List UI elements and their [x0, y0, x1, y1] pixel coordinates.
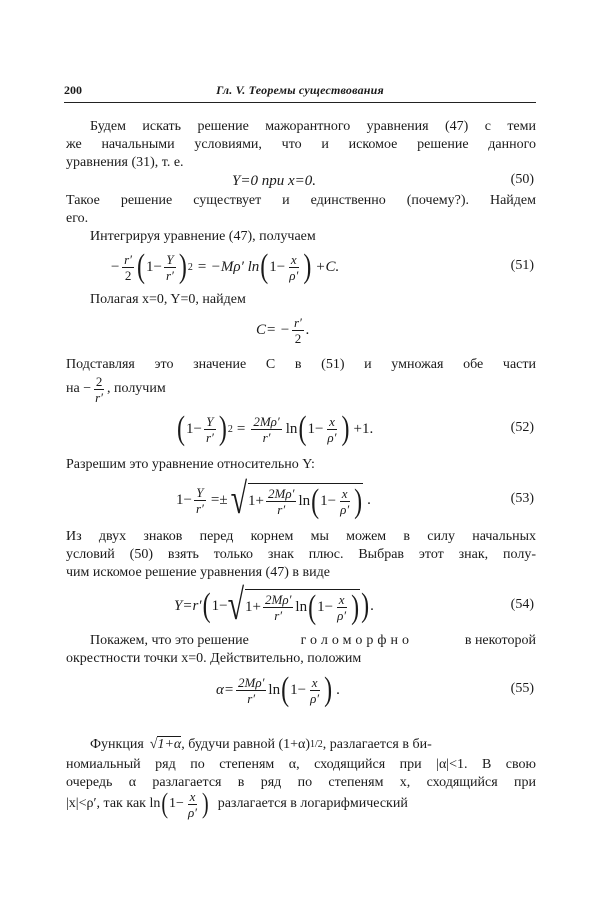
running-header: [64, 82, 536, 103]
equation-53-number: (53): [510, 491, 534, 506]
equation-51-number: (51): [510, 258, 534, 273]
para5-line2: на − $\frac{2}{r'}$ , получим: [66, 373, 166, 405]
para6: Разрешим это уравнение относительно Y:: [66, 457, 315, 472]
equation-54-number: (54): [510, 597, 534, 612]
equation-54: [66, 582, 536, 630]
para3: Интегрируя уравнение (47), получаем: [90, 229, 316, 244]
equation-50-number: (50): [510, 172, 534, 187]
equation-52-formula: ( 1− $\frac{Y}{r'}$ ) 2 = $\frac{2M\rho'}{r'}$ ln ( 1− $\frac{x}{\rho'}$ ) +1.: [177, 410, 374, 448]
equation-53-formula: 1− $\frac{Y}{r'}$ =± √ 1+ $\frac{2M\rho'}{r'}$ ln ( 1− $\frac{x}{\rho'}$ ) .: [176, 475, 371, 524]
para8-line2: окрестности точки x=0. Действительно, положим: [66, 651, 362, 666]
equation-55: [66, 666, 536, 714]
para1-line1: Будем искать решение мажорантного уравнения (47) с теми: [90, 119, 536, 134]
para5-line1: Подставляя это значение C в (51) и умножая обе части: [66, 357, 536, 372]
eq54-radical: √ 1+ $\frac{2M\rho'}{r'}$ ln ( 1− $\frac{x}{\rho'}$ ): [227, 581, 360, 630]
para2-line1: Такое решение существует и единственно (почему?). Найдем: [66, 193, 536, 208]
para7-line3: чим искомое решение уравнения (47) в виде: [66, 565, 330, 580]
eq51-minus: −: [110, 258, 121, 275]
equation-53: [66, 476, 536, 524]
para5-fraction: $\frac{2}{r'}$: [95, 373, 104, 405]
eq51-fraction-Y-over-r: $\frac{Y}{r'}$: [166, 251, 174, 283]
equation-52: [66, 405, 536, 453]
equation-50: [66, 170, 536, 192]
equation-52-number: (52): [510, 420, 534, 435]
para1-line3: уравнения (31), т. е.: [66, 155, 184, 170]
eq53-radical: √ 1+ $\frac{2M\rho'}{r'}$ ln ( 1− $\frac{x}{\rho'}$ ): [230, 475, 363, 524]
para7-line2: условий (50) взять только знак плюс. Выбрав этот знак, полу-: [66, 547, 536, 562]
eq51-fraction-x-over-rho: $\frac{x}{\rho'}$: [289, 251, 299, 283]
emphasized-word: голоморфно: [300, 633, 413, 648]
equation-55-number: (55): [510, 681, 534, 696]
para9-line4: |x|<ρ′, так как ln ( 1− $\frac{x}{\rho'}$ ) разлагается в логарифмический: [66, 788, 408, 820]
equation-51: [66, 243, 536, 291]
para1-line2: же начальными условиями, что и искомое решение данного: [66, 137, 536, 152]
eq51-fraction-r-over-2: $\frac{r'}{2}$: [124, 251, 133, 283]
para9-radical: √1+α: [149, 736, 182, 752]
para9-line3: очередь α разлагается в ряд по степеням x, сходящийся при: [66, 775, 536, 790]
equation-50-formula: Y=0 при x=0.: [232, 172, 316, 189]
equation-51-formula: − $\frac{r'}{2}$ ( 1− $\frac{Y}{r'}$ ) 2 = −Mρ′ ln ( 1− $\frac{x}{\rho'}$ ) +C.: [110, 248, 340, 286]
para2-line2: его.: [66, 211, 89, 226]
para7-line1: Из двух знаков перед корнем мы можем в силу начальных: [66, 529, 536, 544]
eqC-fraction: $\frac{r'}{2}$: [294, 314, 302, 346]
para4: Полагая x=0, Y=0, найдем: [90, 292, 246, 307]
equation-C: [66, 306, 536, 354]
page-number: 200: [64, 83, 82, 97]
para9-line2: номиальный ряд по степеням α, сходящийся при |α|<1. В свою: [66, 757, 536, 772]
chapter-title: Гл. V. Теоремы существования: [216, 83, 384, 97]
equation-54-formula: Y=r′ ( 1− √ 1+ $\frac{2M\rho'}{r'}$ ln ( 1− $\frac{x}{\rho'}$ ) ) .: [174, 581, 374, 630]
para8-line1: Покажем, что это решение голоморфно в некоторой: [66, 632, 536, 651]
equation-55-formula: α= $\frac{2M\rho'}{r'}$ ln ( 1− $\frac{x}{\rho'}$ ) .: [216, 671, 340, 709]
equation-C-formula: C= − $\frac{r'}{2}$ .: [256, 314, 310, 346]
para9-line1: Функция √1+α , будучи равной (1+α) 1/2 , разлагается в би-: [66, 730, 536, 754]
